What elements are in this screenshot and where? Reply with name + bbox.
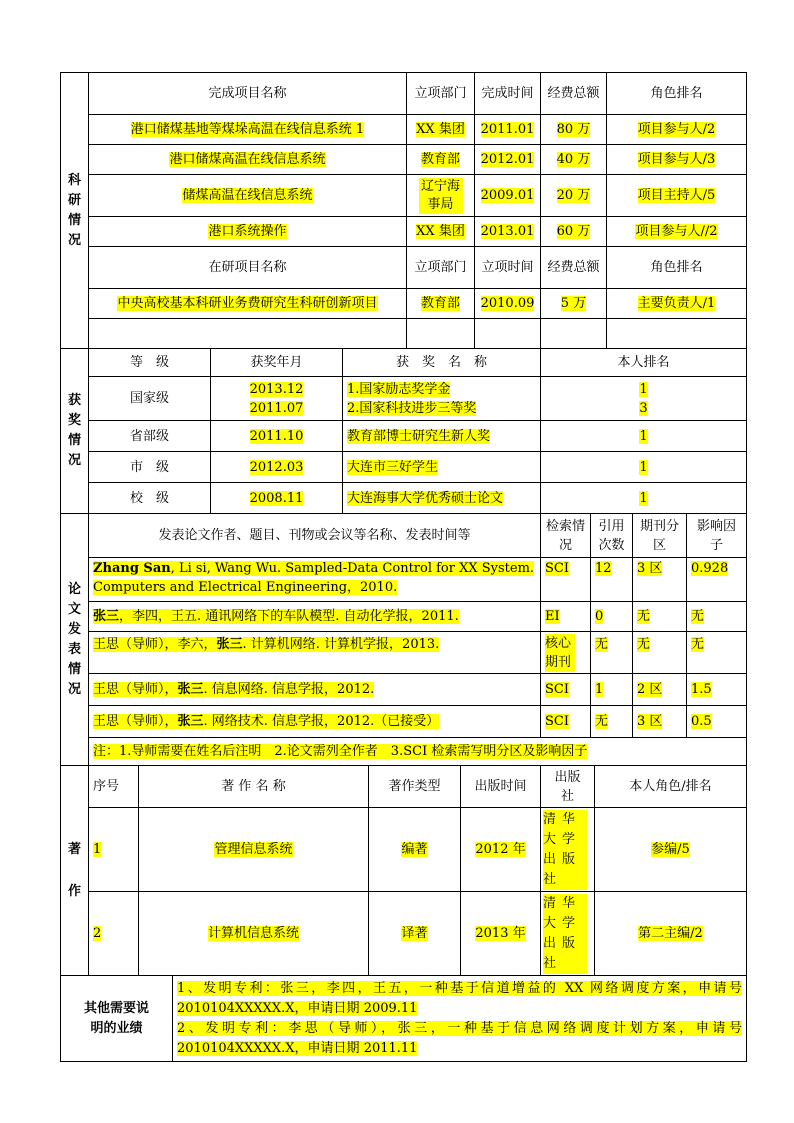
project-role: 项目参与人//2 bbox=[635, 224, 718, 239]
papers-header-index: 检索情况 bbox=[541, 514, 591, 558]
project-time: 2012.01 bbox=[480, 152, 535, 167]
project-amount: 5 万 bbox=[560, 296, 587, 311]
award-level: 国家级 bbox=[89, 377, 211, 421]
project-role: 项目参与人/3 bbox=[637, 152, 716, 167]
papers-section-label: 论文发表情况 bbox=[61, 514, 89, 766]
author-name: 张三 bbox=[177, 714, 204, 729]
paper-index: 核心期刊 bbox=[545, 634, 575, 672]
paper-index: SCI bbox=[545, 561, 569, 576]
paper-zone: 3 区 bbox=[637, 714, 663, 729]
project-name: 港口系统操作 bbox=[208, 224, 287, 239]
work-type: 编著 bbox=[401, 842, 428, 857]
paper-row bbox=[61, 558, 747, 602]
award-date: 2012.03 bbox=[249, 459, 304, 475]
paper-row bbox=[61, 706, 747, 738]
works-section-label: 著作 bbox=[61, 766, 89, 976]
project-dept: 教育部 bbox=[420, 152, 460, 167]
empty-row bbox=[61, 319, 747, 349]
project-name: 港口储煤高温在线信息系统 bbox=[169, 152, 326, 167]
paper-factor: 1.5 bbox=[691, 682, 712, 697]
paper-cites: 0 bbox=[595, 609, 604, 624]
author-name: 张三 bbox=[216, 637, 243, 652]
awards-header-date: 获奖年月 bbox=[211, 349, 343, 377]
paper-factor: 无 bbox=[691, 609, 705, 624]
other-table bbox=[60, 975, 747, 1062]
ongoing-header-name: 在研项目名称 bbox=[89, 247, 407, 289]
paper-authors-pre: 王思（导师）， bbox=[93, 714, 178, 729]
completed-project-row bbox=[61, 217, 747, 247]
project-role: 项目主持人/5 bbox=[637, 188, 716, 203]
paper-row bbox=[61, 602, 747, 632]
award-row bbox=[61, 377, 747, 421]
award-date: 2013.12 bbox=[249, 381, 304, 397]
papers-table bbox=[60, 513, 747, 766]
paper-index: SCI bbox=[545, 714, 569, 729]
paper-zone: 无 bbox=[637, 609, 651, 624]
ongoing-header-amount: 经费总额 bbox=[541, 247, 607, 289]
paper-zone: 无 bbox=[637, 637, 651, 652]
other-section-label: 其他需要说明的业绩 bbox=[61, 976, 173, 1062]
work-press: 清华大学出版社 bbox=[543, 810, 587, 890]
papers-header-cites: 引用次数 bbox=[591, 514, 633, 558]
works-header-press: 出版社 bbox=[554, 769, 581, 804]
paper-authors-pre: 王思（导师），李六， bbox=[93, 637, 217, 652]
award-rank: 1 bbox=[639, 428, 648, 444]
project-time: 2013.01 bbox=[480, 224, 535, 239]
project-role: 项目参与人/2 bbox=[637, 122, 716, 137]
paper-cites: 无 bbox=[595, 637, 609, 652]
project-amount: 20 万 bbox=[556, 188, 591, 203]
other-item: 2、发明专利：李思（导师），张三，一种基于信息网络调度计划方案，申请号 2010104XXXXX.X，申请日期 2011.11 bbox=[177, 1020, 742, 1056]
ongoing-project-row bbox=[61, 289, 747, 319]
award-name: 2.国家科技进步三等奖 bbox=[347, 400, 477, 416]
project-dept: 辽宁海事局 bbox=[419, 178, 463, 214]
other-item: 1、发明专利：张三，李四，王五，一种基于信道增益的 XX 网络调度方案，申请号 2010104XXXXX.X，申请日期 2009.11 bbox=[177, 980, 742, 1016]
project-name: 港口储煤基地等煤垛高温在线信息系统 1 bbox=[130, 122, 365, 137]
paper-row bbox=[61, 674, 747, 706]
paper-factor: 0.928 bbox=[691, 561, 729, 576]
project-name: 储煤高温在线信息系统 bbox=[182, 188, 313, 203]
author-name: Zhang San bbox=[93, 561, 171, 576]
project-time: 2010.09 bbox=[480, 296, 535, 311]
award-rank: 1 bbox=[639, 459, 648, 475]
awards-table bbox=[60, 348, 747, 514]
research-section-label: 科研情况 bbox=[61, 73, 89, 349]
paper-factor: 0.5 bbox=[691, 714, 712, 729]
work-no: 1 bbox=[93, 842, 102, 857]
project-time: 2011.01 bbox=[480, 122, 535, 137]
works-header-no: 序号 bbox=[89, 766, 139, 808]
work-type: 译著 bbox=[401, 926, 428, 941]
paper-cites: 12 bbox=[595, 561, 612, 576]
papers-header-factor: 影响因子 bbox=[687, 514, 747, 558]
project-dept: XX 集团 bbox=[416, 224, 465, 239]
awards-section-label: 获奖情况 bbox=[61, 349, 89, 514]
project-time: 2009.01 bbox=[480, 188, 535, 203]
work-title: 管理信息系统 bbox=[214, 842, 293, 857]
ongoing-header-role: 角色排名 bbox=[607, 247, 747, 289]
papers-header-zone: 期刊分区 bbox=[633, 514, 687, 558]
ongoing-header-dept: 立项部门 bbox=[407, 247, 475, 289]
award-name: 教育部博士研究生新人奖 bbox=[347, 428, 491, 444]
award-level: 市 级 bbox=[89, 452, 211, 483]
author-name: 张三 bbox=[93, 609, 120, 624]
achievement-form bbox=[60, 72, 746, 1062]
award-level: 校 级 bbox=[89, 483, 211, 514]
paper-factor: 无 bbox=[691, 637, 705, 652]
paper-index: EI bbox=[545, 609, 560, 624]
award-row bbox=[61, 452, 747, 483]
author-name: 张三 bbox=[177, 682, 204, 697]
paper-citation: , Li si, Wang Wu. Sampled-Data Control for XX System. Computers and Electrical Engineering，2010. bbox=[93, 561, 535, 595]
award-date: 2011.10 bbox=[249, 428, 304, 444]
work-no: 2 bbox=[93, 926, 102, 941]
award-row bbox=[61, 483, 747, 514]
paper-zone: 3 区 bbox=[637, 561, 663, 576]
works-header-title: 著 作 名 称 bbox=[139, 766, 369, 808]
award-name: 1.国家励志奖学金 bbox=[347, 381, 451, 397]
work-press: 清华大学出版社 bbox=[543, 894, 587, 974]
completed-project-row bbox=[61, 115, 747, 145]
work-date: 2012 年 bbox=[475, 842, 526, 857]
award-name: 大连海事大学优秀硕士论文 bbox=[347, 490, 504, 506]
project-dept: 教育部 bbox=[420, 296, 460, 311]
paper-citation: . 网络技术. 信息学报，2012.（已接受） bbox=[203, 714, 440, 729]
award-name: 大连市三好学生 bbox=[347, 459, 439, 475]
work-role: 第二主编/2 bbox=[638, 926, 703, 941]
award-date: 2008.11 bbox=[249, 490, 304, 506]
completed-header-amount: 经费总额 bbox=[541, 73, 607, 115]
paper-authors-pre: 王思（导师）， bbox=[93, 682, 178, 697]
works-header-type: 著作类型 bbox=[369, 766, 461, 808]
work-row bbox=[61, 892, 747, 976]
work-date: 2013 年 bbox=[475, 926, 526, 941]
completed-header-dept: 立项部门 bbox=[407, 73, 475, 115]
project-role: 主要负责人/1 bbox=[637, 296, 716, 311]
awards-header-rank: 本人排名 bbox=[541, 349, 747, 377]
awards-header-name: 获 奖 名 称 bbox=[343, 349, 541, 377]
project-amount: 40 万 bbox=[556, 152, 591, 167]
papers-header-title: 发表论文作者、题目、刊物或会议等名称、发表时间等 bbox=[89, 514, 541, 558]
paper-citation: . 信息网络. 信息学报，2012. bbox=[203, 682, 375, 697]
completed-header-time: 完成时间 bbox=[475, 73, 541, 115]
ongoing-header-time: 立项时间 bbox=[475, 247, 541, 289]
project-name: 中央高校基本科研业务费研究生科研创新项目 bbox=[117, 296, 378, 311]
completed-header-role: 角色排名 bbox=[607, 73, 747, 115]
completed-project-row bbox=[61, 145, 747, 175]
research-table bbox=[60, 72, 747, 349]
award-level: 省部级 bbox=[89, 421, 211, 452]
work-title: 计算机信息系统 bbox=[207, 926, 299, 941]
completed-project-row bbox=[61, 175, 747, 217]
award-rank: 1 bbox=[639, 490, 648, 506]
paper-cites: 1 bbox=[595, 682, 604, 697]
paper-index: SCI bbox=[545, 682, 569, 697]
work-row bbox=[61, 808, 747, 892]
project-amount: 80 万 bbox=[556, 122, 591, 137]
project-dept: XX 集团 bbox=[416, 122, 465, 137]
project-amount: 60 万 bbox=[556, 224, 591, 239]
awards-header-level: 等 级 bbox=[89, 349, 211, 377]
paper-citation: ，李四，王五. 通讯网络下的车队模型. 自动化学报，2011. bbox=[119, 609, 459, 624]
works-header-date: 出版时间 bbox=[461, 766, 541, 808]
completed-header-name: 完成项目名称 bbox=[89, 73, 407, 115]
work-role: 参编/5 bbox=[651, 842, 690, 857]
award-rank: 3 bbox=[639, 400, 648, 416]
papers-note: 注：1.导师需要在姓名后注明 2.论文需列全作者 3.SCI 检索需写明分区及影响因子 bbox=[93, 744, 588, 759]
award-row bbox=[61, 421, 747, 452]
award-date: 2011.07 bbox=[249, 400, 304, 416]
paper-zone: 2 区 bbox=[637, 682, 663, 697]
works-table bbox=[60, 765, 747, 976]
award-rank: 1 bbox=[639, 381, 648, 397]
paper-row bbox=[61, 632, 747, 674]
paper-citation: . 计算机网络. 计算机学报，2013. bbox=[242, 637, 440, 652]
works-header-role: 本人角色/排名 bbox=[595, 766, 747, 808]
paper-cites: 无 bbox=[595, 714, 609, 729]
